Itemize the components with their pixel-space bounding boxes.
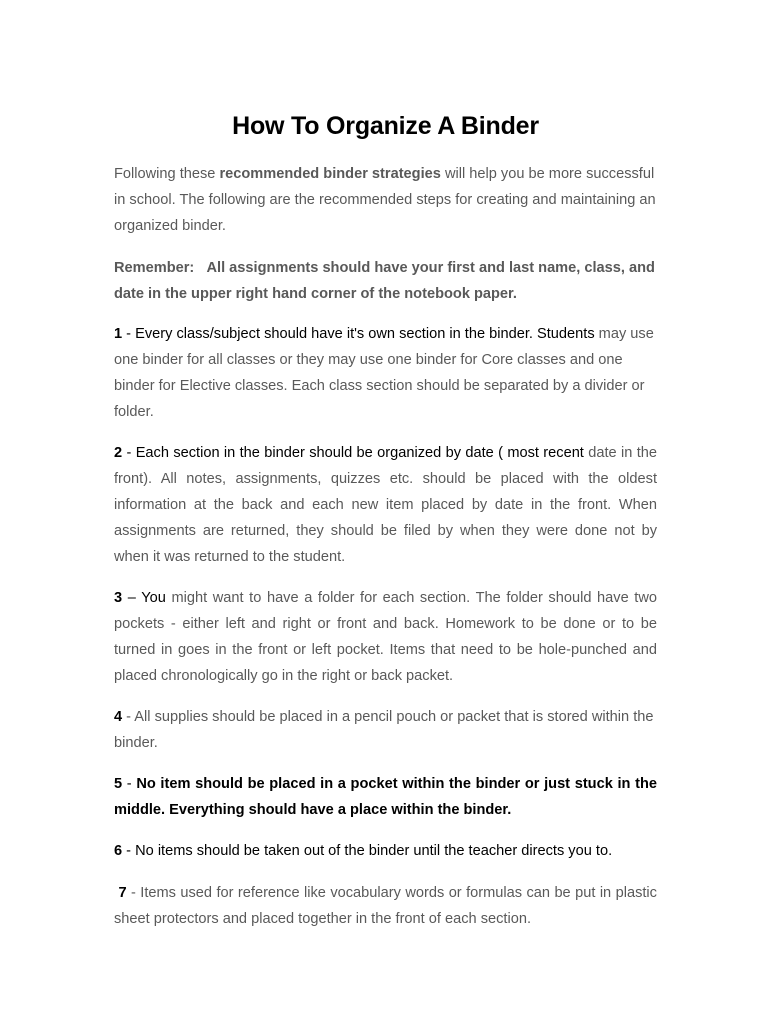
- step-number: 1: [114, 326, 123, 342]
- step-1: [114, 321, 657, 425]
- step-text: All supplies should be placed in a pencil pouch or packet that is stored within the binder.: [114, 709, 654, 751]
- step-7: [114, 880, 657, 932]
- step-6: [114, 838, 657, 864]
- step-2: [114, 440, 657, 570]
- step-number: 6: [114, 843, 123, 859]
- step-4: [114, 704, 657, 756]
- step-number: 3: [114, 590, 123, 606]
- page-title: How To Organize A Binder: [232, 112, 539, 140]
- step-text-dark: Every class/subject should have it's own section in the binder. Students: [135, 326, 595, 342]
- step-separator: -: [122, 776, 137, 792]
- step-3: [114, 585, 657, 689]
- remember-label: Remember:: [114, 260, 195, 276]
- intro-text-2: will help you be more successful in school. The following are the recommended steps for creating and maintaining an organized binder.: [114, 166, 656, 234]
- step-separator: -: [122, 843, 136, 859]
- step-text-dark: Each section in the binder should be organized by date ( most recent: [135, 445, 584, 461]
- step-separator: -: [122, 445, 136, 461]
- step-text-dark: You: [141, 590, 166, 606]
- step-text-dark: No items should be taken out of the binder until the teacher directs you to.: [135, 843, 613, 859]
- step-number: 4: [114, 709, 123, 725]
- remember-paragraph: [114, 255, 657, 307]
- step-text: Items used for reference like vocabulary words or formulas can be put in plastic sheet protectors and placed together in the front of each section.: [114, 885, 657, 927]
- step-text: date in the front). All notes, assignments, quizzes etc. should be placed with the oldest information at the back and each new item placed by date in the front. When assignments are returned, they should be filed by when they were done not by when it was returned to the student.: [114, 445, 657, 565]
- step-text: may use one binder for all classes or they may use one binder for Core classes and one binder for Elective classes. Each class section should be separated by a divider or folder.: [114, 326, 654, 420]
- intro-text-1: Following these: [114, 166, 220, 182]
- step-number: 7: [118, 885, 127, 901]
- step-5: [114, 771, 657, 823]
- step-text: might want to have a folder for each section. The folder should have two pockets - either left and right or front and back. Homework to be done or to be turned in goes in the front or left pocket. Items that need to be hole-punched and placed chronologically go in the right or back packet.: [114, 590, 658, 684]
- step-separator: -: [126, 885, 141, 901]
- step-separator: -: [122, 709, 135, 725]
- remember-text: All assignments should have your first and last name, class, and date in the upper right hand corner of the notebook paper.: [114, 260, 655, 302]
- step-separator: –: [122, 590, 142, 606]
- intro-bold-text: recommended binder strategies: [219, 166, 441, 182]
- intro-paragraph: [114, 161, 657, 239]
- step-text-bold: No item should be placed in a pocket within the binder or just stuck in the middle. Everything should have a place within the binder.: [114, 776, 657, 818]
- step-number: 2: [114, 445, 123, 461]
- step-separator: -: [122, 326, 136, 342]
- step-number: 5: [114, 776, 123, 792]
